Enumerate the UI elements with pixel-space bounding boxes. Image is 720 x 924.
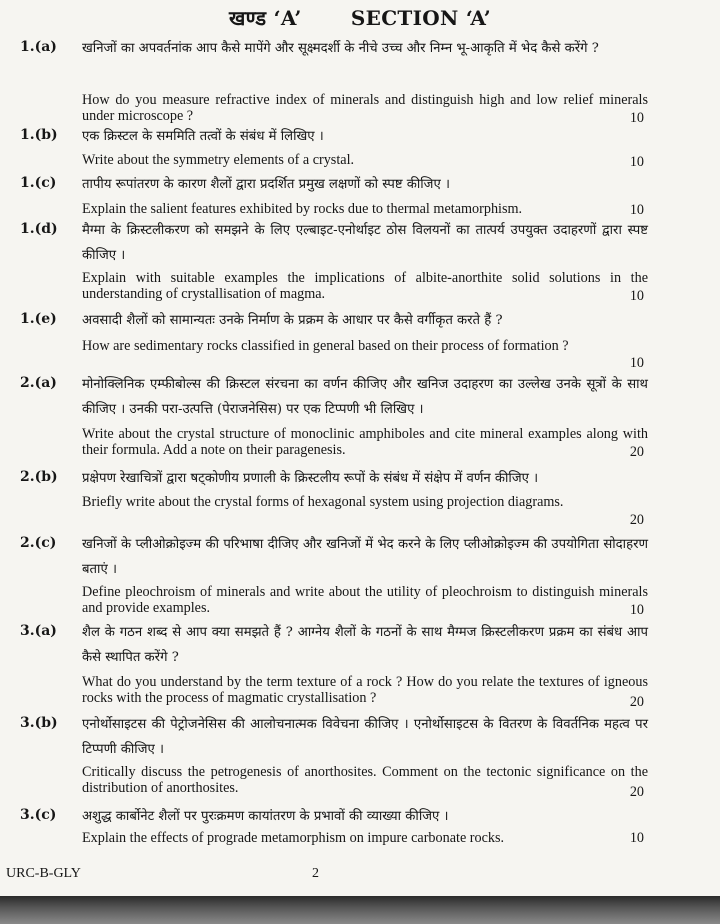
question-english: What do you understand by the term texture of a rock ? How do you relate the textures of igneous rocks with the process of magmatic crystallisation ? — [82, 674, 648, 706]
question-number: 1.(b) — [20, 127, 58, 143]
question-number: 1.(d) — [20, 221, 58, 237]
question-hindi: मैग्मा के क्रिस्टलीकरण को समझने के लिए एल्बाइट-एनोर्थाइट ठोस विलयनों का तात्पर्य उपयुक्त उदाहरणों द्वारा स्पष्ट कीजिए । — [82, 223, 648, 263]
question-number: 2.(a) — [20, 375, 57, 391]
paper-code: URC-B-GLY — [6, 866, 81, 881]
question-number: 3.(a) — [20, 623, 57, 639]
question-marks: 20 — [629, 444, 644, 460]
question-hindi: शैल के गठन शब्द से आप क्या समझते हैं ? आग्नेय शैलों के गठनों के साथ मैग्मज क्रिस्टलीकरण प्रक्रम का संबंध आप कैसे स्थापित करेंगे ? — [82, 625, 648, 665]
question-hindi: एनोर्थोसाइटस की पेट्रोजनेसिस की आलोचनात्मक विवेचना कीजिए । एनोर्थोसाइटस के वितरण के विवर्तनिक महत्व पर टिप्पणी कीजिए । — [82, 717, 648, 757]
question-marks: 20 — [629, 512, 644, 528]
section-heading-hindi: खण्ड ‘A’ — [228, 6, 302, 30]
question-number: 1.(e) — [20, 311, 57, 327]
question-english: How are sedimentary rocks classified in general based on their process of formation ? — [82, 338, 569, 354]
question-marks: 10 — [629, 355, 644, 371]
question-english: Explain the effects of prograde metamorphism on impure carbonate rocks. — [82, 830, 505, 846]
question-hindi: खनिजों के प्लीओक्रोइज्म की परिभाषा दीजिए और खनिजों में भेद करने के लिए प्लीओक्रोइज्म की उपयोगिता सोदाहरण बताएं । — [82, 537, 648, 577]
question-hindi: खनिजों का अपवर्तनांक आप कैसे मापेंगे और सूक्ष्मदर्शी के नीचे उच्च और निम्न भू-आकृति में भेद कैसे करेंगे ? — [82, 41, 599, 56]
page-number: 2 — [312, 866, 319, 881]
question-english: Explain the salient features exhibited by rocks due to thermal metamorphism. — [82, 201, 523, 217]
question-english: Briefly write about the crystal forms of hexagonal system using projection diagrams. — [82, 494, 564, 510]
question-english: Write about the crystal structure of monoclinic amphiboles and cite mineral examples along with their formula. Add a note on their paragenesis. — [82, 426, 648, 458]
question-hindi: मोनोक्लिनिक एम्फीबोल्स की क्रिस्टल संरचना का वर्णन कीजिए और खनिज उदाहरण का उल्लेख उनके सूत्रों के साथ कीजिए । उनकी परा-उत्पत्ति (पेराजनेसिस) पर एक टिप्पणी भी लिखिए । — [82, 377, 648, 417]
question-marks: 10 — [629, 110, 644, 126]
question-marks: 10 — [629, 202, 644, 218]
question-english: How do you measure refractive index of minerals and distinguish high and low relief minerals under microscope ? — [82, 92, 648, 124]
question-marks: 10 — [629, 154, 644, 170]
question-english: Write about the symmetry elements of a crystal. — [82, 152, 355, 168]
section-heading-english: SECTION ‘A’ — [350, 6, 492, 30]
question-marks: 10 — [629, 288, 644, 304]
question-hindi: एक क्रिस्टल के सममिति तत्वों के संबंध में लिखिए । — [82, 129, 324, 144]
question-english: Explain with suitable examples the implications of albite-anorthite solid solutions in the understanding of crystallisation of magma. — [82, 270, 648, 302]
question-marks: 20 — [629, 694, 644, 710]
scan-edge-band — [0, 896, 720, 924]
question-marks: 20 — [629, 784, 644, 800]
question-english: Define pleochroism of minerals and write about the utility of pleochroism to distinguish minerals and provide examples. — [82, 584, 648, 616]
question-marks: 10 — [629, 602, 644, 618]
section-heading — [0, 4, 720, 31]
question-number: 1.(a) — [20, 39, 57, 55]
question-marks: 10 — [629, 830, 644, 846]
question-hindi: अवसादी शैलों को सामान्यतः उनके निर्माण के प्रक्रम के आधार पर कैसे वर्गीकृत करते हैं ? — [82, 313, 503, 328]
question-number: 2.(c) — [20, 535, 57, 551]
question-english: Critically discuss the petrogenesis of anorthosites. Comment on the tectonic significance on the distribution of anorthosites. — [82, 764, 648, 796]
question-hindi: अशुद्ध कार्बोनेट शैलों पर पुरःक्रमण कायांतरण के प्रभावों की व्याख्या कीजिए । — [82, 809, 449, 824]
question-hindi: प्रक्षेपण रेखाचित्रों द्वारा षट्कोणीय प्रणाली के क्रिस्टलीय रूपों के संबंध में संक्षेप में वर्णन कीजिए । — [82, 471, 539, 486]
question-number: 1.(c) — [20, 175, 57, 191]
question-number: 3.(b) — [20, 715, 58, 731]
question-number: 3.(c) — [20, 807, 57, 823]
question-number: 2.(b) — [20, 469, 58, 485]
question-hindi: तापीय रूपांतरण के कारण शैलों द्वारा प्रदर्शित प्रमुख लक्षणों को स्पष्ट कीजिए । — [82, 177, 450, 192]
